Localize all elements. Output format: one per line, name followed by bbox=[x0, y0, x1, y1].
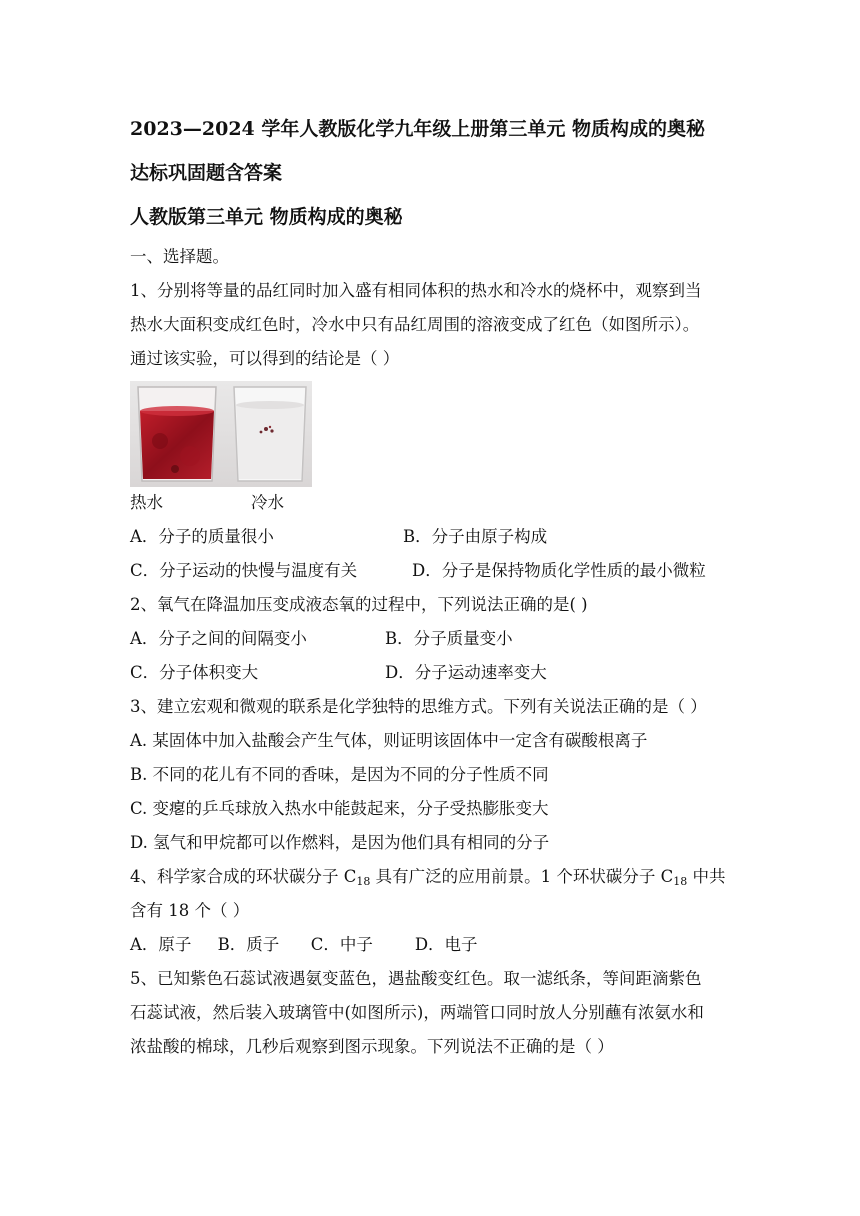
label-cold-water: 冷水 bbox=[251, 493, 284, 512]
q3-option-b: B. 不同的花儿有不同的香味，是因为不同的分子性质不同 bbox=[130, 765, 549, 784]
q4-stem-part3: 中共 bbox=[687, 867, 726, 886]
q2-option-d: D．分子运动速率变大 bbox=[385, 663, 547, 682]
hot-water-beaker bbox=[138, 387, 216, 481]
q5-line1: 5、已知紫色石蕊试液遇氨变蓝色，遇盐酸变红色。取一滤纸条，等间距滴紫色 bbox=[130, 969, 702, 988]
q1-option-d: D．分子是保持物质化学性质的最小微粒 bbox=[412, 561, 706, 580]
q3-option-d: D. 氢气和甲烷都可以作燃料，是因为他们具有相同的分子 bbox=[130, 833, 550, 852]
q3-stem: 3、建立宏观和微观的联系是化学独特的思维方式。下列有关说法正确的是（ ） bbox=[130, 697, 707, 716]
q4-subscript-1: 18 bbox=[356, 875, 371, 888]
q2-option-c: C．分子体积变大 bbox=[130, 663, 259, 682]
q4-line2: 含有 18 个（ ） bbox=[130, 901, 250, 920]
q4-options: A．原子 B．质子 C．中子 D．电子 bbox=[130, 935, 478, 954]
q1-option-b: B．分子由原子构成 bbox=[403, 527, 548, 546]
q1-line2: 热水大面积变成红色时，冷水中只有品红周围的溶液变成了红色（如图所示）。 bbox=[130, 315, 700, 334]
q4-stem bbox=[130, 866, 725, 893]
cold-water-beaker bbox=[234, 387, 306, 481]
q5-line3: 浓盐酸的棉球，几秒后观察到图示现象。下列说法不正确的是（ ） bbox=[130, 1037, 614, 1056]
q1-line3: 通过该实验，可以得到的结论是（ ） bbox=[130, 349, 400, 368]
q5-line2: 石蕊试液，然后装入玻璃管中(如图所示)，两端管口同时放人分别蘸有浓氨水和 bbox=[130, 1003, 704, 1022]
q3-option-c: C. 变瘪的乒乓球放入热水中能鼓起来，分子受热膨胀变大 bbox=[130, 799, 549, 818]
document-title-line1: 2023—2024 学年人教版化学九年级上册第三单元 物质构成的奥秘 bbox=[130, 118, 705, 140]
beaker-photo bbox=[130, 381, 312, 487]
q4-stem-part1: 4、科学家合成的环状碳分子 C bbox=[130, 867, 357, 886]
q2-option-a: A．分子之间的间隔变小 bbox=[130, 629, 307, 648]
section-heading: 一、选择题。 bbox=[130, 247, 229, 266]
q3-option-a: A. 某固体中加入盐酸会产生气体，则证明该固体中一定含有碳酸根离子 bbox=[130, 731, 648, 750]
label-hot-water: 热水 bbox=[130, 493, 163, 512]
q1-option-a: A．分子的质量很小 bbox=[130, 527, 274, 546]
q2-option-b: B．分子质量变小 bbox=[385, 629, 513, 648]
unit-subtitle: 人教版第三单元 物质构成的奥秘 bbox=[130, 206, 403, 228]
q2-stem: 2、氧气在降温加压变成液态氧的过程中，下列说法正确的是( ) bbox=[130, 595, 588, 614]
q4-stem-part2: 具有广泛的应用前景。1 个环状碳分子 C bbox=[370, 867, 674, 886]
q1-option-c: C．分子运动的快慢与温度有关 bbox=[130, 561, 358, 580]
q1-line1: 1、分别将等量的品红同时加入盛有相同体积的热水和冷水的烧杯中，观察到当 bbox=[130, 281, 702, 300]
document-title-line2: 达标巩固题含答案 bbox=[130, 162, 283, 184]
beaker-illustration bbox=[130, 381, 312, 487]
q4-subscript-2: 18 bbox=[673, 875, 688, 888]
